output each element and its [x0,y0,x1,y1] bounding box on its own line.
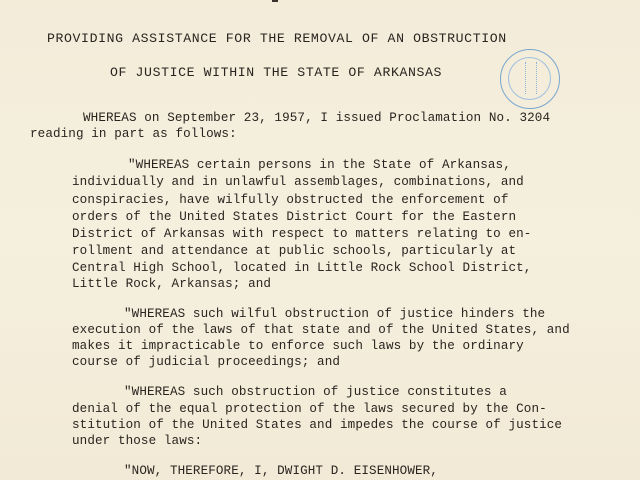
body-line-6: orders of the United States District Court for the Eastern [72,210,517,224]
body-line-11: "WHEREAS such wilful obstruction of justice hinders the [124,307,546,321]
body-line-14: course of judicial proceedings; and [72,355,341,369]
body-line-19: "NOW, THEREFORE, I, DWIGHT D. EISENHOWER, [124,464,438,478]
body-line-10: Little Rock, Arkansas; and [72,277,272,291]
body-line-2: reading in part as follows: [30,127,237,141]
body-line-1: WHEREAS on September 23, 1957, I issued Proclamation No. 3204 [83,111,551,125]
body-line-3: "WHEREAS certain persons in the State of Arkansas, [128,158,511,172]
body-line-17: stitution of the United States and impedes the course of justice [72,418,563,432]
body-line-18: under those laws: [72,434,203,448]
body-line-7: District of Arkansas with respect to matters relating to en- [72,227,532,241]
body-line-16: denial of the equal protection of the laws secured by the Con- [72,402,547,416]
body-line-9: Central High School, located in Little Rock School District, [72,261,532,275]
header-dash-mark [272,0,278,2]
title-line-1: PROVIDING ASSISTANCE FOR THE REMOVAL OF AN OBSTRUCTION [47,31,507,46]
body-line-12: execution of the laws of that state and of the United States, and [72,323,570,337]
body-line-5: conspiracies, have wilfully obstructed the enforcement of [72,193,509,207]
body-line-15: "WHEREAS such obstruction of justice constitutes a [124,385,507,399]
body-line-13: makes it impracticable to enforce such laws by the ordinary [72,339,524,353]
body-line-4: individually and in unlawful assemblages, combinations, and [72,175,524,189]
title-line-2: OF JUSTICE WITHIN THE STATE OF ARKANSAS [110,65,443,80]
body-line-8: rollment and attendance at public schools, particularly at [72,244,517,258]
library-stamp-icon [500,49,560,109]
